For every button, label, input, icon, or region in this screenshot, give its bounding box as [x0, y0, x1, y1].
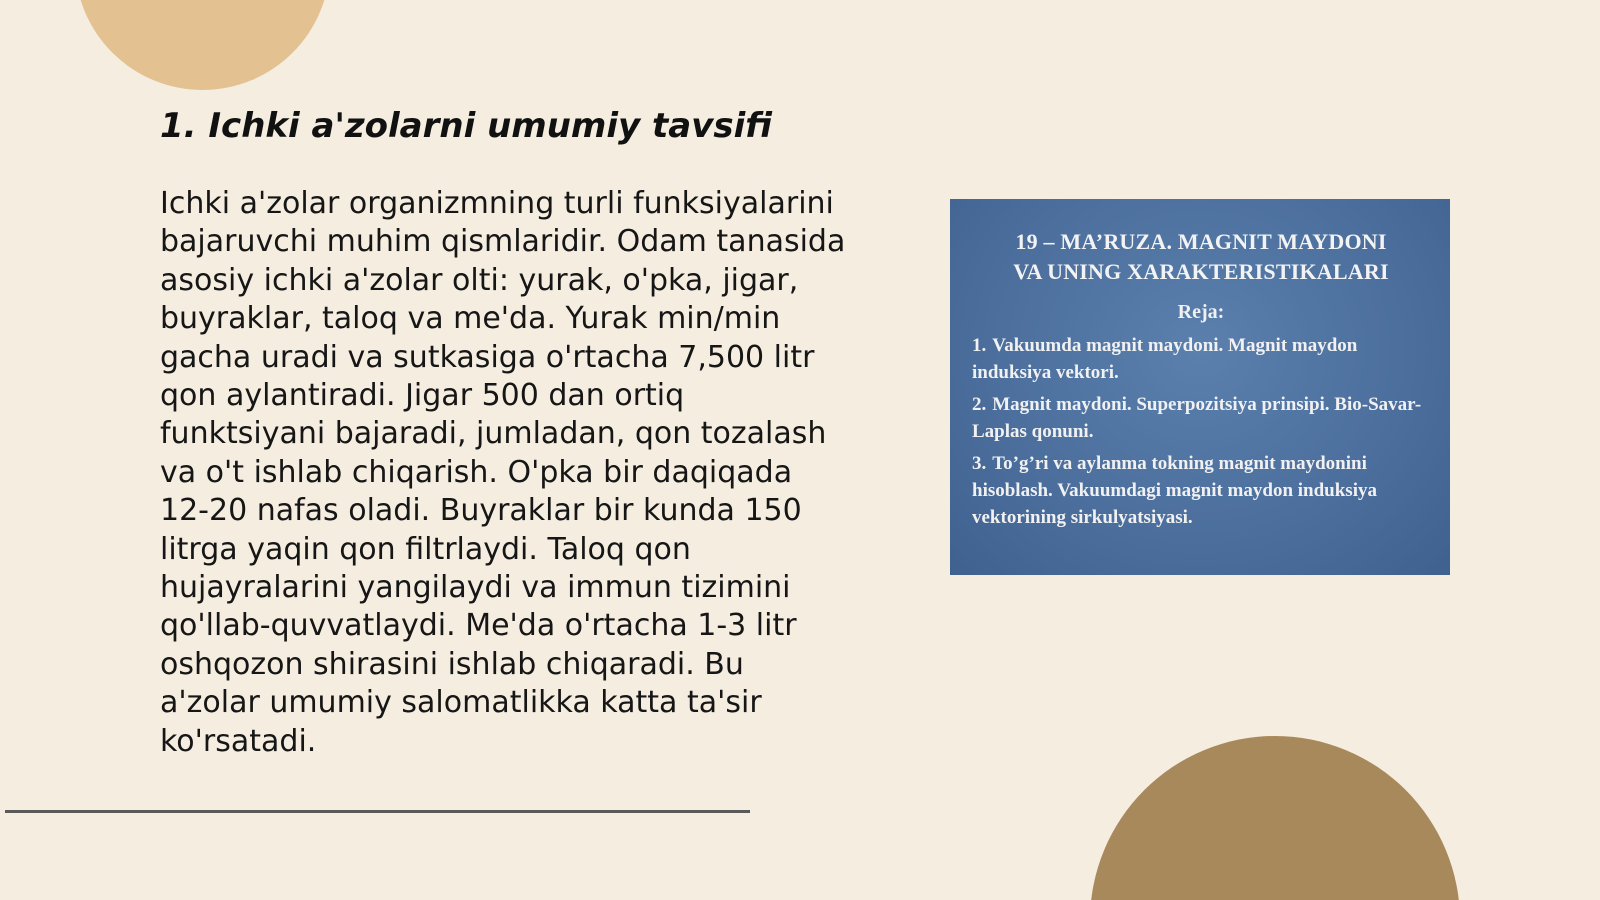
lecture-heading-line-2: VA UNING XARAKTERISTIKALARI — [1013, 259, 1389, 284]
plan-item-number: 1. — [972, 335, 987, 356]
divider-line — [5, 810, 750, 813]
plan-item — [972, 391, 1430, 445]
plan-item — [972, 332, 1430, 386]
lecture-slide-image — [950, 199, 1450, 575]
plan-list — [972, 332, 1430, 531]
plan-label: Reja: — [1177, 301, 1225, 323]
plan-item — [972, 450, 1430, 531]
plan-item-text: Vakuumda magnit maydoni. Magnit maydon induksiya vektori. — [972, 335, 1358, 383]
plan-item-number: 3. — [972, 453, 987, 474]
decorative-circle-bottom — [1090, 736, 1460, 900]
plan-item-text: Magnit maydoni. Superpozitsiya prinsipi. Bio-Savar-Laplas qonuni. — [972, 394, 1422, 442]
lecture-heading-line-1: 19 – MA’RUZA. MAGNIT MAYDONI — [1015, 229, 1387, 254]
slide-title: 1. Ichki a'zolarni umumiy tavsifi — [160, 106, 773, 146]
plan-item-text: To’g’ri va aylanma tokning magnit maydonini hisoblash. Vakuumdagi magnit maydon induksiya vektorining sirkulyatsiyasi. — [972, 453, 1377, 528]
lecture-heading — [972, 227, 1430, 287]
slide-body-text: Ichki a'zolar organizmning turli funksiyalarini bajaruvchi muhim qismlaridir. Odam tanasida asosiy ichki a'zolar olti: yurak, o'pka, jigar, buyraklar, taloq va me'da. Yurak min/min gacha uradi va sutkasiga o'rtacha 7,500 litr qon aylantiradi. Jigar 500 dan ortiq funktsiyani bajaradi, jumladan, qon tozalash va o't ishlab chiqarish. O'pka bir daqiqada 12-20 nafas oladi. Buyraklar bir kunda 150 litrga yaqin qon filtrlaydi. Taloq qon hujayralarini yangilaydi va immun tizimini qo'llab-quvvatlaydi. Me'da o'rtacha 1-3 litr oshqozon shirasini ishlab chiqaradi. Bu a'zolar umumiy salomatlikka katta ta'sir ko'rsatadi. — [160, 186, 846, 759]
decorative-circle-top — [75, 0, 330, 90]
plan-item-number: 2. — [972, 394, 987, 415]
